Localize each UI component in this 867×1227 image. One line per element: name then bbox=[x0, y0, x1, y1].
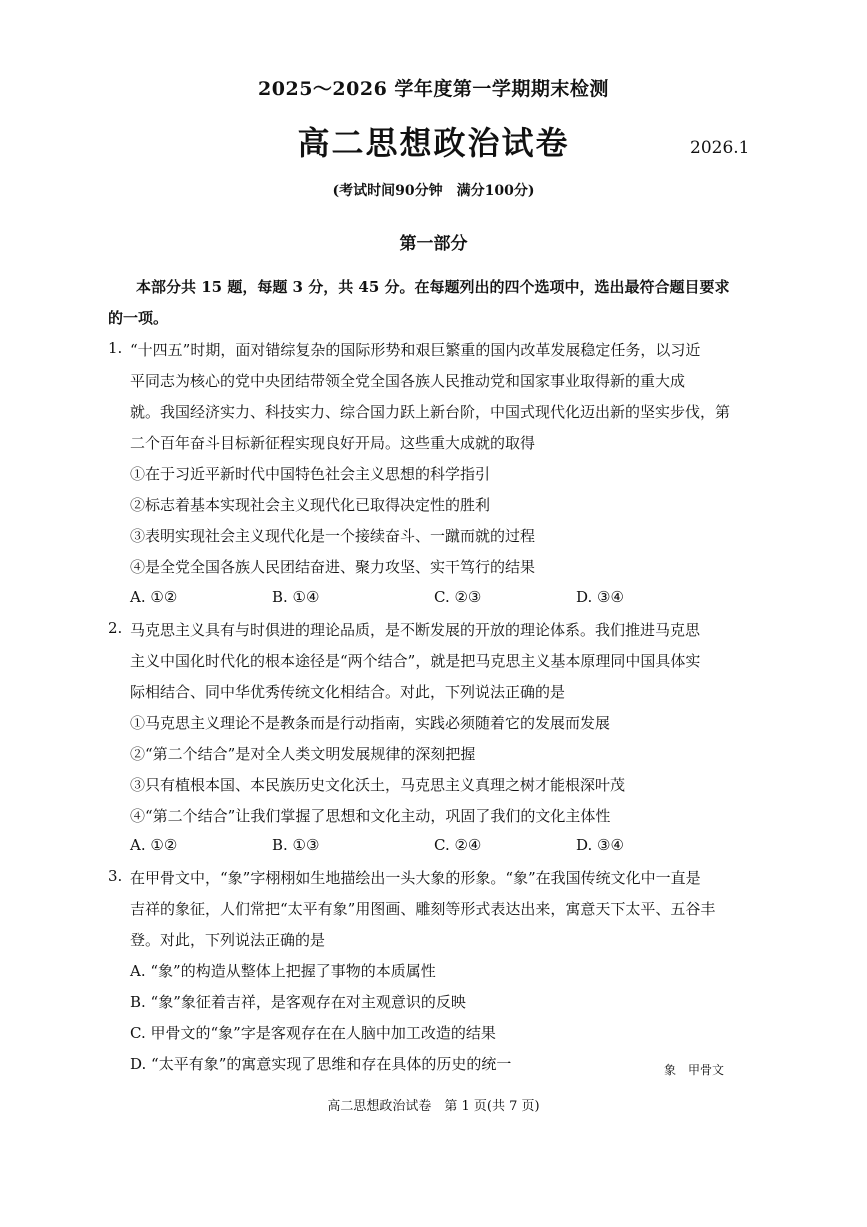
statement-1: ①在于习近平新时代中国特色社会主义思想的科学指引 bbox=[130, 465, 491, 483]
question-stem-line: 就。我国经济实力、科技实力、综合国力跃上新台阶，中国式现代化迈出新的坚实步伐，第 bbox=[130, 403, 731, 421]
option-b: B. ①③ bbox=[272, 836, 320, 854]
option-a: A. ①② bbox=[130, 836, 178, 854]
question-stem-line: 在甲骨文中，“象”字栩栩如生地描绘出一头大象的形象。“象”在我国传统文化中一直是 bbox=[130, 869, 701, 887]
statement-4: ④是全党全国各族人民团结奋进、聚力攻坚、实干笃行的结果 bbox=[130, 558, 536, 576]
question-stem-line: 登。对此，下列说法正确的是 bbox=[130, 931, 326, 949]
statement-2: ②“第二个结合”是对全人类文明发展规律的深刻把握 bbox=[130, 745, 476, 763]
question-stem-line: 平同志为核心的党中央团结带领全党全国各族人民推动党和国家事业取得新的重大成 bbox=[130, 372, 686, 390]
option-c: C. 甲骨文的“象”字是客观存在在人脑中加工改造的结果 bbox=[130, 1024, 496, 1042]
question-stem-line: 马克思主义具有与时俱进的理论品质，是不断发展的开放的理论体系。我们推进马克思 bbox=[130, 621, 701, 639]
question-number: 2. bbox=[108, 619, 123, 637]
statement-1: ①马克思主义理论不是教条而是行动指南，实践必须随着它的发展而发展 bbox=[130, 714, 611, 732]
option-c: C. ②④ bbox=[434, 836, 482, 854]
part-instruction-line1: 本部分共 15 题，每题 3 分，共 45 分。在每题列出的四个选项中，选出最符合题目要求 bbox=[136, 278, 730, 296]
statement-3: ③表明实现社会主义现代化是一个接续奋斗、一蹴而就的过程 bbox=[130, 527, 536, 545]
question-stem-line: 二个百年奋斗目标新征程实现良好开局。这些重大成就的取得 bbox=[130, 434, 536, 452]
option-d: D. ③④ bbox=[576, 588, 624, 606]
option-a: A. ①② bbox=[130, 588, 178, 606]
question-stem-line: 吉祥的象征，人们常把“太平有象”用图画、雕刻等形式表达出来，寓意天下太平、五谷丰 bbox=[130, 900, 716, 918]
question-stem-line: 际相结合、同中华优秀传统文化相结合。对此，下列说法正确的是 bbox=[130, 683, 566, 701]
option-a: A. “象”的构造从整体上把握了事物的本质属性 bbox=[130, 962, 436, 980]
part-instruction-line2: 的一项。 bbox=[108, 309, 169, 327]
figure-caption: 象 甲骨文 bbox=[664, 1063, 725, 1077]
option-c: C. ②③ bbox=[434, 588, 482, 606]
page-footer: 高二思想政治试卷 第 1 页(共 7 页) bbox=[327, 1099, 540, 1114]
exam-info: (考试时间90分钟 满分100分) bbox=[332, 183, 535, 199]
statement-2: ②标志着基本实现社会主义现代化已取得决定性的胜利 bbox=[130, 496, 491, 514]
academic-year-line: 2025～2026 学年度第一学期期末检测 bbox=[258, 78, 609, 100]
question-stem-line: 主义中国化时代化的根本途径是“两个结合”，就是把马克思主义基本原理同中国具体实 bbox=[130, 652, 701, 670]
option-b: B. “象”象征着吉祥，是客观存在对主观意识的反映 bbox=[130, 993, 466, 1011]
exam-date: 2026.1 bbox=[690, 138, 750, 158]
page-title: 高二思想政治试卷 bbox=[297, 124, 570, 162]
part-title: 第一部分 bbox=[399, 234, 468, 254]
option-b: B. ①④ bbox=[272, 588, 320, 606]
statement-4: ④“第二个结合”让我们掌握了思想和文化主动，巩固了我们的文化主体性 bbox=[130, 807, 611, 825]
option-d: D. ③④ bbox=[576, 836, 624, 854]
question-number: 3. bbox=[108, 867, 123, 885]
option-d: D. “太平有象”的寓意实现了思维和存在具体的历史的统一 bbox=[130, 1055, 512, 1073]
question-stem-line: “十四五”时期，面对错综复杂的国际形势和艰巨繁重的国内改革发展稳定任务，以习近 bbox=[130, 341, 701, 359]
question-number: 1. bbox=[108, 339, 123, 357]
statement-3: ③只有植根本国、本民族历史文化沃土，马克思主义真理之树才能根深叶茂 bbox=[130, 776, 626, 794]
